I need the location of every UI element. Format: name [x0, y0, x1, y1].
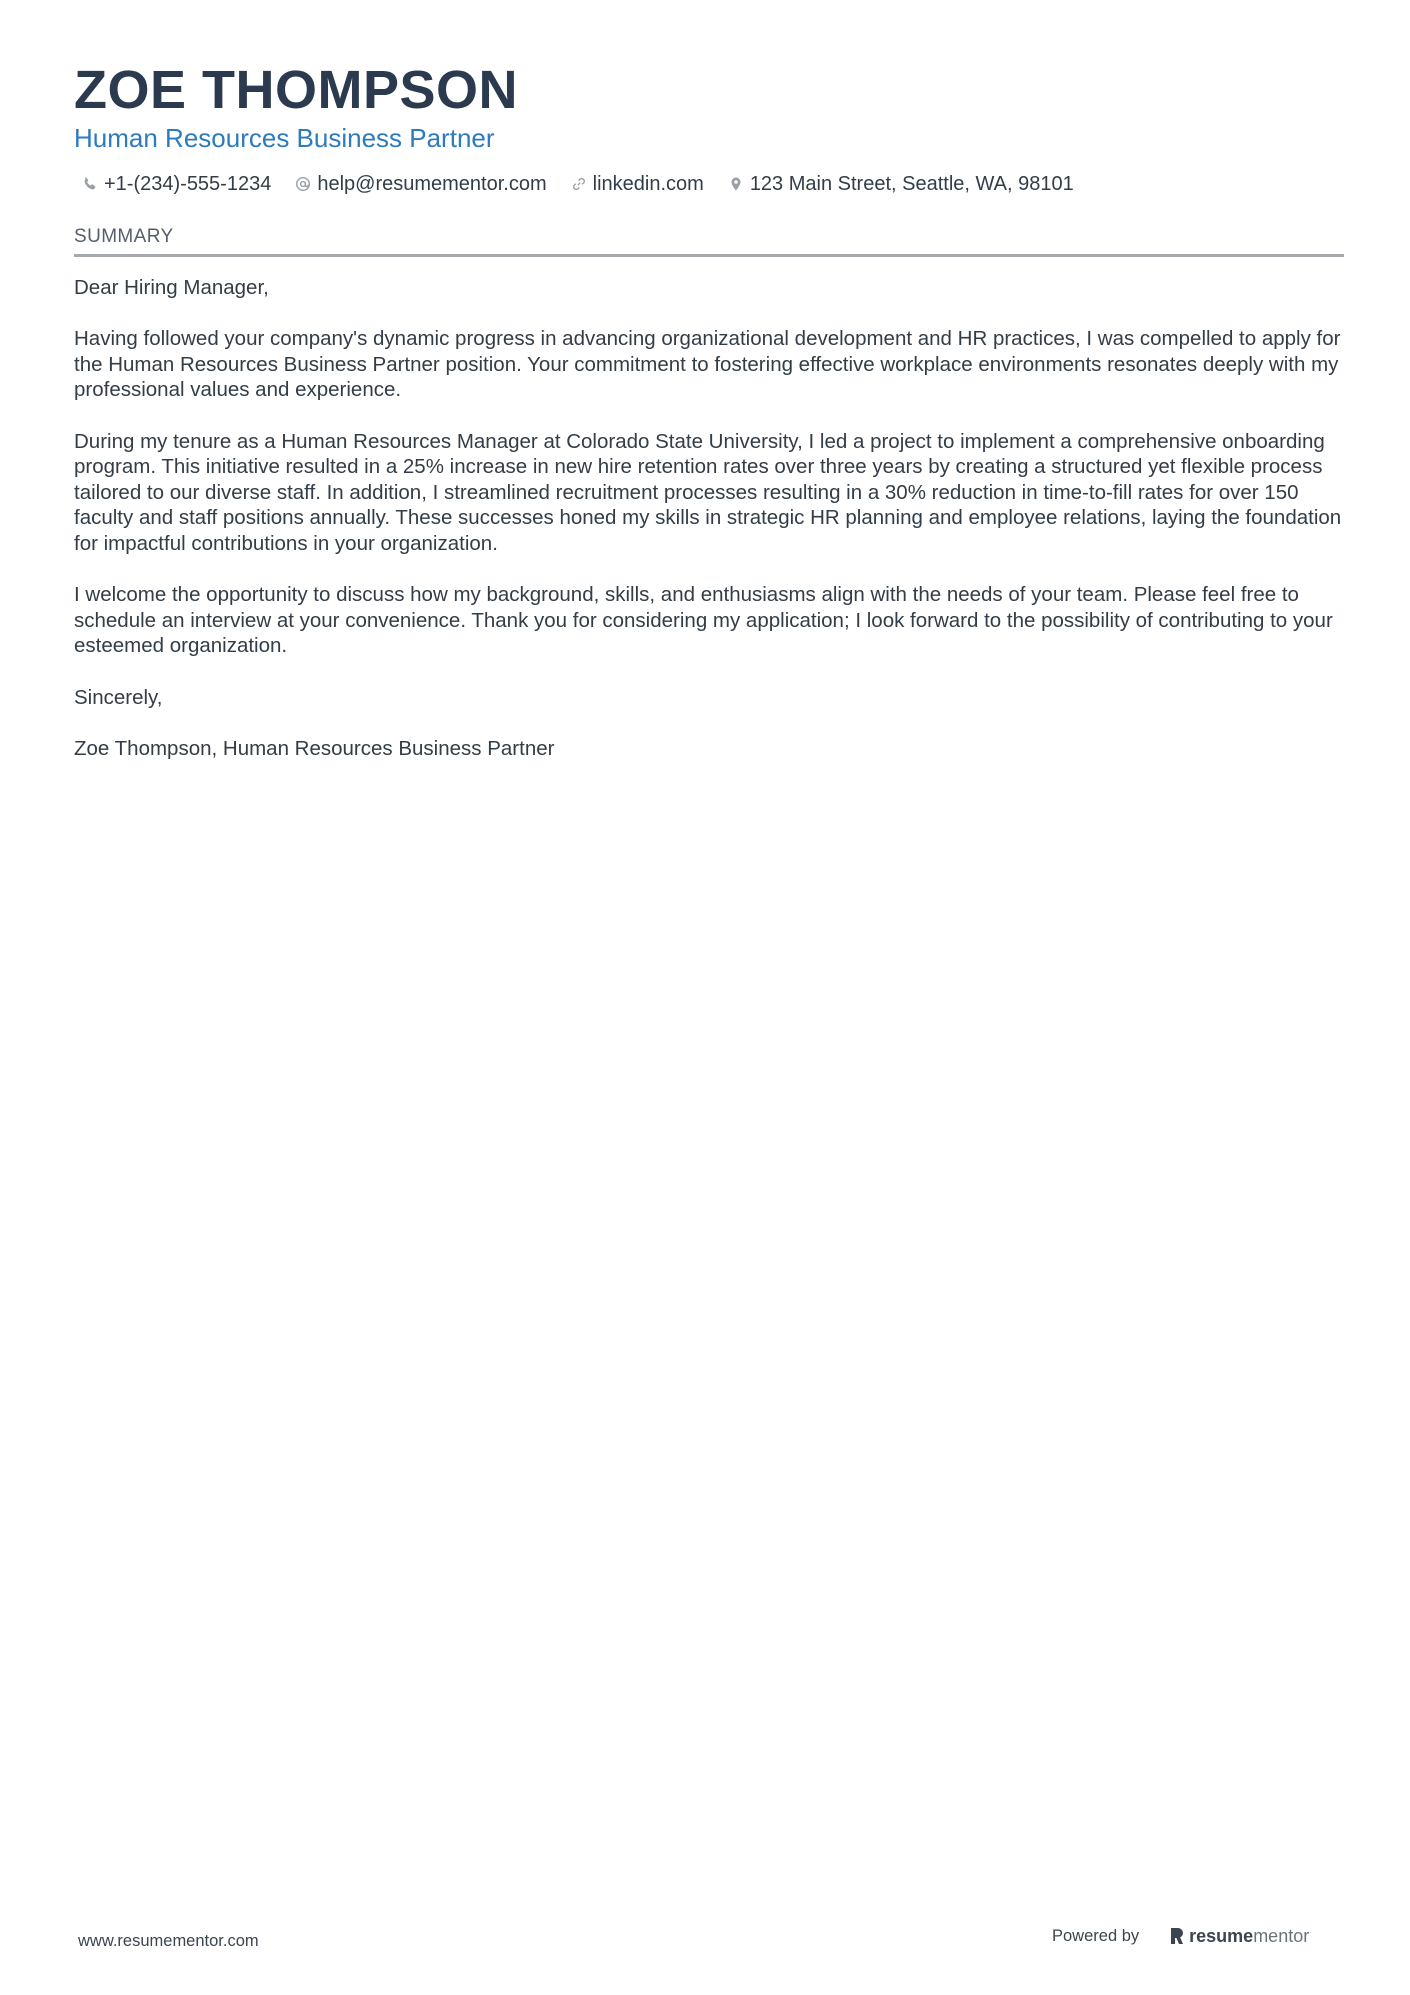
- street-address: 123 Main Street, Seattle, WA, 98101: [749, 173, 1074, 195]
- signature: Zoe Thompson, Human Resources Business Partner: [74, 736, 555, 760]
- closing: Sincerely,: [74, 685, 163, 709]
- phone-number: +1-(234)-555-1234: [104, 173, 272, 195]
- paragraph-intro: Having followed your company's dynamic progress in advancing organizational development and HR practices, I was compelled to apply for the Human Resources Business Partner position. Your commitment to fostering effective workplace environments resonates deeply with my professional values and experience.: [74, 327, 1341, 402]
- contact-phone: [82, 170, 271, 198]
- contact-linkedin: [571, 170, 704, 198]
- phone-icon: [82, 176, 98, 192]
- footer-website[interactable]: www.resumementor.com: [78, 1932, 259, 1950]
- resumementor-logo[interactable]: [1169, 1925, 1309, 1947]
- summary-heading: SUMMARY: [74, 224, 1344, 257]
- powered-by-label: Powered by: [1052, 1927, 1140, 1945]
- footer-branding: [1052, 1925, 1309, 1947]
- email-address: help@resumementor.com: [317, 173, 547, 195]
- contact-email: [295, 170, 546, 198]
- cover-letter-body: [74, 275, 1344, 761]
- location-pin-icon: [728, 176, 744, 192]
- at-icon: [295, 176, 311, 192]
- contact-info: [82, 170, 1344, 198]
- resumementor-logo-icon: [1169, 1926, 1185, 1946]
- brand-mentor-text: mentor: [1253, 1926, 1310, 1946]
- linkedin-link: linkedin.com: [592, 173, 704, 195]
- paragraph-experience: During my tenure as a Human Resources Manager at Colorado State University, I led a project to implement a comprehensive onboarding program. This initiative resulted in a 25% increase in new hire retention rates over three years by creating a structured yet flexible process tailored to our diverse staff. In addition, I streamlined recruitment processes resulting in a 30% reduction in time-to-fill rates for over 150 faculty and staff positions annually. These successes honed my skills in strategic HR planning and employee relations, laying the foundation for impactful contributions in your organization.: [74, 429, 1342, 555]
- salutation: Dear Hiring Manager,: [74, 276, 269, 299]
- brand-resume-text: resume: [1189, 1926, 1254, 1946]
- resume-page: [74, 60, 1344, 787]
- candidate-name: ZOE THOMPSON: [74, 60, 519, 120]
- contact-address: [728, 170, 1074, 198]
- paragraph-closing: I welcome the opportunity to discuss how my background, skills, and enthusiasms align with the needs of your team. Please feel free to schedule an interview at your convenience. Thank you for considering my application; I look forward to the possibility of contributing to your esteemed organization.: [74, 583, 1333, 658]
- job-title: Human Resources Business Partner: [74, 123, 495, 153]
- link-icon: [571, 176, 587, 192]
